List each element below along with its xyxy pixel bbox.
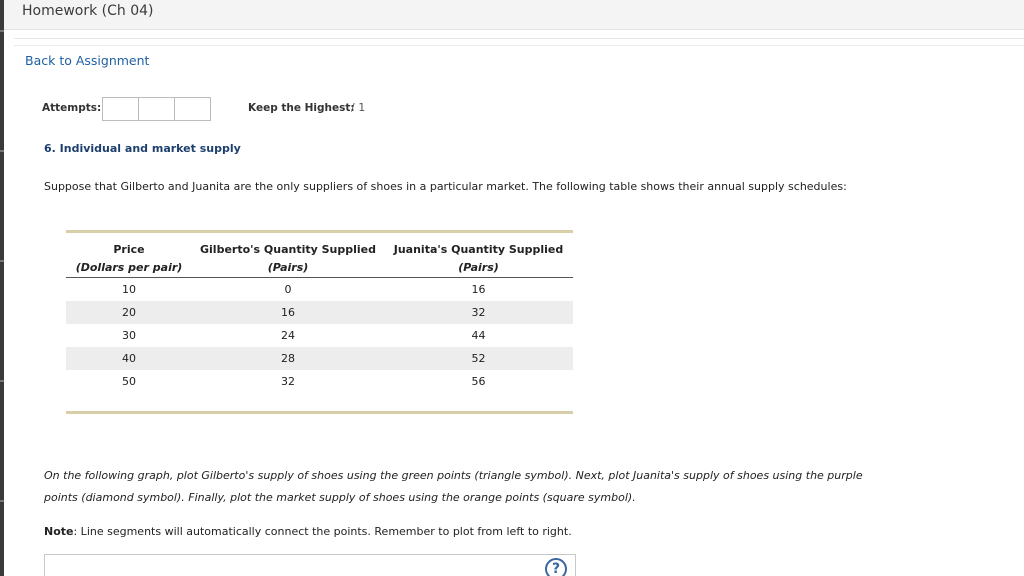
attempt-box <box>138 97 175 121</box>
table-row <box>66 278 573 301</box>
header-bar <box>4 0 1024 30</box>
supply-schedule-table <box>66 230 573 414</box>
column-header-price: Price <box>113 243 145 256</box>
column-header-juanita: Juanita's Quantity Supplied <box>393 243 564 256</box>
juanita-quantity-cell: 32 <box>384 301 573 324</box>
column-unit-gilberto: (Pairs) <box>192 258 384 278</box>
table-row <box>66 347 573 370</box>
note <box>44 525 572 538</box>
price-cell: 10 <box>122 282 136 296</box>
note-label: Note <box>44 525 74 538</box>
attempts-indicator <box>102 97 210 121</box>
instructions-line-2: points (diamond symbol). Finally, plot the market supply of shoes using the orange points (square symbol). <box>44 491 636 504</box>
juanita-quantity-cell: 44 <box>471 328 486 342</box>
help-icon[interactable]: ? <box>545 558 567 576</box>
gilberto-quantity-cell: 16 <box>192 301 384 324</box>
gilberto-quantity-cell: 28 <box>192 347 384 370</box>
attempt-box <box>174 97 211 121</box>
price-cell: 30 <box>122 328 136 342</box>
table-row <box>66 301 573 324</box>
price-cell: 20 <box>66 301 192 324</box>
keep-highest-label: Keep the Highest: <box>248 102 355 114</box>
graph-panel[interactable] <box>44 554 576 576</box>
attempt-box <box>102 97 139 121</box>
graph-instructions <box>44 465 894 509</box>
table-row <box>66 324 573 347</box>
column-unit-price: (Dollars per pair) <box>66 258 192 278</box>
column-header-gilberto: Gilberto's Quantity Supplied <box>200 243 376 256</box>
question-title: 6. Individual and market supply <box>44 142 241 155</box>
gilberto-quantity-cell: 0 <box>284 282 292 296</box>
keep-highest-value: / 1 <box>351 101 366 114</box>
price-cell: 50 <box>122 374 136 388</box>
juanita-quantity-cell: 16 <box>471 282 486 296</box>
note-text: : Line segments will automatically connect the points. Remember to plot from left to right. <box>73 525 572 538</box>
window-edge <box>0 0 4 576</box>
price-cell: 40 <box>66 347 192 370</box>
divider <box>14 45 1024 46</box>
question-intro: Suppose that Gilberto and Juanita are the only suppliers of shoes in a particular market. The following table shows their annual supply schedules: <box>44 180 847 193</box>
back-to-assignment-link[interactable]: Back to Assignment <box>25 53 150 68</box>
column-unit-juanita: (Pairs) <box>384 258 573 278</box>
page-title: Homework (Ch 04) <box>22 3 154 19</box>
attempts-label: Attempts: <box>42 102 102 114</box>
table-row <box>66 370 573 393</box>
juanita-quantity-cell: 52 <box>384 347 573 370</box>
instructions-line-1: On the following graph, plot Gilberto's supply of shoes using the green points (triangle symbol). Next, plot Juanita's supply of shoes using the purple <box>44 469 863 482</box>
juanita-quantity-cell: 56 <box>471 374 486 388</box>
divider <box>14 38 1024 39</box>
gilberto-quantity-cell: 32 <box>281 374 295 388</box>
gilberto-quantity-cell: 24 <box>281 328 295 342</box>
